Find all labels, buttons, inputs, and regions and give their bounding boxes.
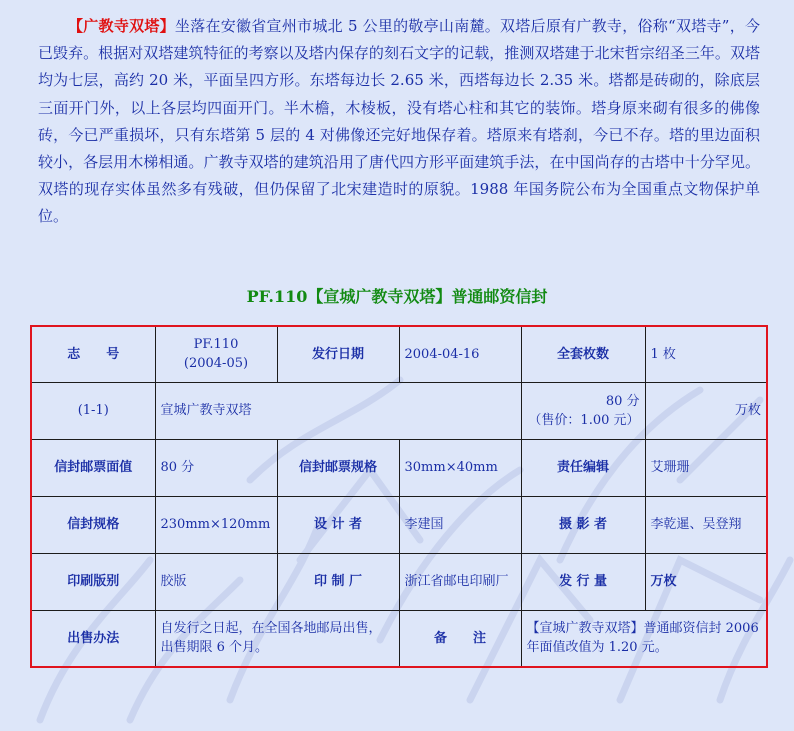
issue-date-value: 2004-04-16 xyxy=(399,326,521,382)
table-row xyxy=(31,553,767,610)
envelope-heading: PF.110【宣城广教寺双塔】普通邮资信封 xyxy=(246,287,548,306)
price-line-2: （售价：1.00 元） xyxy=(528,412,640,428)
label-editor: 责任编辑 xyxy=(521,439,645,496)
envelope-info-table xyxy=(30,325,768,668)
label-issue-date: 发行日期 xyxy=(277,326,399,382)
item-number: (1-1) xyxy=(31,382,155,439)
factory-value: 浙江省邮电印刷厂 xyxy=(399,553,521,610)
intro-tag: 【广教寺双塔】 xyxy=(68,17,175,35)
label-set-count: 全套枚数 xyxy=(521,326,645,382)
editor-value: 艾珊珊 xyxy=(645,439,767,496)
code-line-2: (2004-05) xyxy=(183,356,249,372)
label-issue-volume: 发 行 量 xyxy=(521,553,645,610)
item-price xyxy=(521,382,645,439)
issue-volume-value: 万枚 xyxy=(645,553,767,610)
note-value: 【宣城广教寺双塔】普通邮资信封 2006 年面值改值为 1.20 元。 xyxy=(521,610,767,667)
label-factory: 印 制 厂 xyxy=(277,553,399,610)
table-row xyxy=(31,439,767,496)
sale-method-value: 自发行之日起，在全国各地邮局出售，出售期限 6 个月。 xyxy=(155,610,399,667)
envelope-size-value: 230mm×120mm xyxy=(155,496,277,553)
table-row xyxy=(31,610,767,667)
table-row xyxy=(31,382,767,439)
table-row xyxy=(31,496,767,553)
label-envelope-size: 信封规格 xyxy=(31,496,155,553)
label-face-value: 信封邮票面值 xyxy=(31,439,155,496)
stamp-size-value: 30mm×40mm xyxy=(399,439,521,496)
intro-paragraph xyxy=(38,13,760,231)
price-line-1: 80 分 xyxy=(605,393,640,409)
label-note: 备 注 xyxy=(399,610,521,667)
face-value: 80 分 xyxy=(155,439,277,496)
designer-value: 李建国 xyxy=(399,496,521,553)
intro-text: 坐落在安徽省宣州市城北 5 公里的敬亭山南麓。双塔后原有广教寺，俗称“双塔寺”，今已毁弃。根据对双塔建筑特征的考察以及塔内保存的刻石文字的记载，推测双塔建于北宋哲宗绍圣三年。双塔均为七层，高约 20 米，平面呈四方形。东塔每边长 2.65 米，西塔每边长 2.35 米。塔都是砖砌的，除底层三面开门外，以上各层均四面开门。半木檐，木棱板，没有塔心柱和其它的装饰。塔身原来砌有很多的佛像砖，今已严重损坏，只有东塔第 5 层的 4 对佛像还完好地保存着。塔原来有塔刹，今已不存。塔的里边面积较小，各层用木梯相通。广教寺双塔的建筑沿用了唐代四方形平面建筑手法，在中国尚存的古塔中十分罕见。双塔的现存实体虽然多有残破，但仍保留了北宋建造时的原貌。1988 年国务院公布为全国重点文物保护单位。 xyxy=(38,17,760,226)
label-code: 志 号 xyxy=(31,326,155,382)
item-quantity: 万枚 xyxy=(645,382,767,439)
label-stamp-size: 信封邮票规格 xyxy=(277,439,399,496)
code-value xyxy=(155,326,277,382)
set-count-value: 1 枚 xyxy=(645,326,767,382)
code-line-1: PF.110 xyxy=(193,337,239,353)
print-method-value: 胶版 xyxy=(155,553,277,610)
label-designer: 设 计 者 xyxy=(277,496,399,553)
label-print-method: 印刷版别 xyxy=(31,553,155,610)
table-row xyxy=(31,326,767,382)
item-name: 宣城广教寺双塔 xyxy=(155,382,521,439)
label-photographer: 摄 影 者 xyxy=(521,496,645,553)
photographer-value: 李乾暹、吴登翔 xyxy=(645,496,767,553)
label-sale-method: 出售办法 xyxy=(31,610,155,667)
